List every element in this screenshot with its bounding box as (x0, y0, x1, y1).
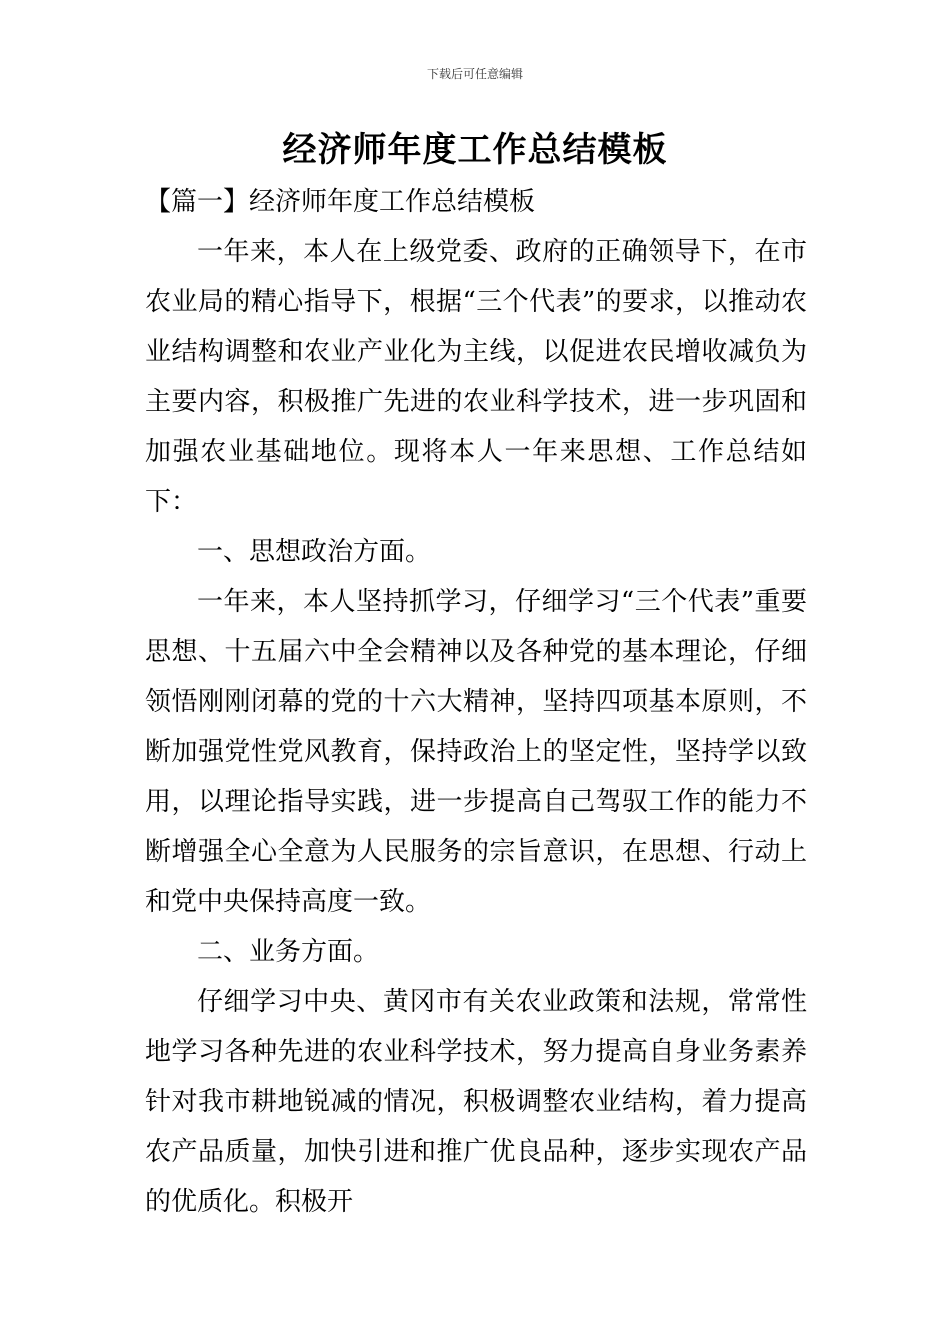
paragraph-intro: 一年来，本人在上级党委、政府的正确领导下，在市农业局的精心指导下，根据“三个代表”的要求，以推动农业结构调整和农业产业化为主线，以促进农民增收减负为主要内容，积极推广先进的农业科学技术，进一步巩固和加强农业基础地位。现将本人一年来思想、工作总结如下： (145, 237, 807, 517)
header-note: 下载后可任意编辑 (426, 67, 523, 81)
heading-business: 二、业务方面。 (197, 937, 380, 967)
document-title: 经济师年度工作总结模板 (282, 130, 668, 170)
section-heading: 【篇一】经济师年度工作总结模板 (145, 187, 536, 217)
paragraph-business: 仔细学习中央、黄冈市有关农业政策和法规，常常性地学习各种先进的农业科学技术，努力提高自身业务素养针对我市耕地锐减的情况，积极调整农业结构，着力提高农产品质量，加快引进和推广优良品种，逐步实现农产品的优质化。积极开 (145, 987, 807, 1217)
heading-ideology: 一、思想政治方面。 (197, 537, 432, 567)
document-body (145, 177, 807, 1227)
paragraph-ideology: 一年来，本人坚持抓学习，仔细学习“三个代表”重要思想、十五届六中全会精神以及各种党的基本理论，仔细领悟刚刚闭幕的党的十六大精神，坚持四项基本原则，不断加强党性党风教育，保持政治上的坚定性，坚持学以致用，以理论指导实践，进一步提高自己驾驭工作的能力不断增强全心全意为人民服务的宗旨意识，在思想、行动上和党中央保持高度一致。 (145, 587, 807, 917)
